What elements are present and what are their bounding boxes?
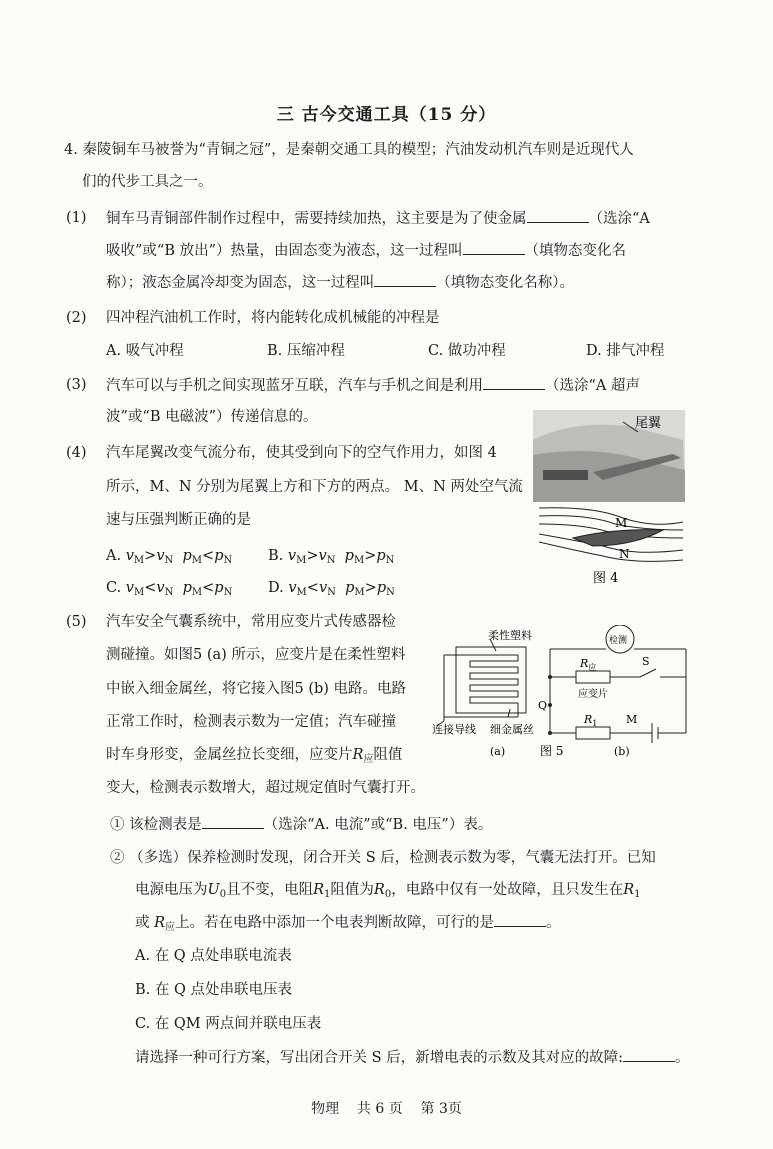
q4-p4-line1: 汽车尾翼改变气流分布，使其受到向下的空气作用力，如图 4	[106, 445, 497, 461]
q4-p4-number: (4)	[66, 445, 87, 461]
fig4-point-m: M	[615, 516, 628, 530]
fig5b-label: (b)	[614, 745, 630, 758]
fig5-strain-label: 应变片	[578, 689, 608, 700]
q4-p5-option-b[interactable]: B. 在 Q 点处串联电压表	[135, 982, 292, 998]
q4-p3-line2: 波”或“B 电磁波”）传递信息的。	[106, 409, 318, 425]
fig5-wire-label: 细金属丝	[490, 723, 534, 736]
fig5-caption: 图 5	[540, 744, 564, 758]
fig5a-label: (a)	[490, 745, 506, 758]
answer-blank-4[interactable]	[483, 375, 545, 390]
q4-p3-number: (3)	[66, 377, 87, 393]
q4-p5-sub2-line2: 电源电压为$U_0$且不变，电阻$R_1$阻值为$R_0$，电路中仅有一处故障，且只发生在$R_1$	[135, 882, 641, 900]
q4-p5-sub2-line3: 或 $R_应$上。若在电路中添加一个电表判断故障，可行的是 。	[135, 912, 561, 938]
fig5-r-ying: $R_应$	[580, 657, 597, 672]
q4-p4-option-d[interactable]: D. $v_M<v_N$ $p_M>p_N$	[268, 580, 395, 598]
fig4-caption: 图 4	[593, 571, 619, 586]
fig5-lead-label: 连接导线	[432, 723, 476, 736]
airflow-diagram	[539, 508, 683, 562]
q4-p5-line6: 变大，检测表示数增大，超过规定值时气囊打开。	[106, 780, 425, 796]
fig5-node-bottom	[548, 731, 552, 735]
q4-p5-sub1: ① 该检测表是 （选涂“A. 电流”或“B. 电压”）表。	[110, 814, 492, 835]
q4-p4-option-a[interactable]: A. $v_M>v_N$ $p_M<p_N$	[106, 548, 233, 566]
page-footer: 物理 共 6 页 第 3页	[311, 1101, 462, 1117]
q4-p4-line2: 所示，M、N 分别为尾翼上方和下方的两点。 M、N 两处空气流	[106, 479, 523, 495]
answer-blank-1[interactable]	[527, 208, 589, 223]
q4-p5-line5: 时车身形变，金属丝拉长变细，应变片$R_应$阻值	[106, 747, 403, 765]
section-title: 三 古今交通工具（15 分）	[276, 105, 497, 125]
q4-p2-option-c[interactable]: C. 做功冲程	[428, 343, 506, 359]
q4-p1-number: (1)	[66, 210, 87, 226]
fig5a-strain-gauge	[438, 639, 526, 725]
q4-p1-line3: 称）；液态金属冷却变为固态，这一过程叫 （填物态变化名称）。	[106, 272, 574, 293]
q4-intro-line1: 4. 秦陵铜车马被誉为“青铜之冠”，是秦朝交通工具的模型；汽油发动机汽车则是近现代人	[64, 142, 634, 158]
answer-blank-2[interactable]	[463, 240, 525, 255]
fig4-point-n: N	[619, 547, 630, 561]
q4-p4-option-b[interactable]: B. $v_M>v_N$ $p_M>p_N$	[268, 548, 395, 566]
q4-p5-last-line: 请选择一种可行方案，写出闭合开关 S 后，新增电表的示数及其对应的故障: 。	[135, 1047, 690, 1068]
answer-blank-7[interactable]	[623, 1047, 675, 1062]
fig5-node-top	[548, 675, 552, 679]
q4-p5-line1: 汽车安全气囊系统中，常用应变片式传感器检	[106, 614, 396, 630]
q4-p5-option-c[interactable]: C. 在 QM 两点间并联电压表	[135, 1016, 322, 1032]
answer-blank-5[interactable]	[202, 814, 264, 829]
q4-intro-line2: 们的代步工具之一。	[82, 174, 213, 190]
q4-p2-text: 四冲程汽油机工作时，将内能转化成机械能的冲程是	[106, 310, 440, 326]
q4-p4-line3: 速与压强判断正确的是	[106, 512, 251, 528]
q4-p1-line1: 铜车马青铜部件制作过程中，需要持续加热，这主要是为了使金属 （选涂“A	[106, 208, 650, 229]
q4-p3-line1: 汽车可以与手机之间实现蓝牙互联，汽车与手机之间是利用 （选涂“A 超声	[106, 375, 640, 396]
fig5b-circuit	[550, 649, 686, 743]
car-rear-photo	[533, 410, 685, 502]
fig5-detect-label: 检测	[609, 636, 628, 646]
fig5-r1: $R_1$	[584, 713, 598, 728]
answer-blank-3[interactable]	[374, 272, 436, 287]
figure-5	[430, 625, 692, 765]
q4-p5-line4: 正常工作时，检测表示数为一定值；汽车碰撞	[106, 714, 396, 730]
fig5-node-q	[548, 703, 552, 707]
fig5-switch-s: S	[642, 655, 650, 668]
q4-p5-option-a[interactable]: A. 在 Q 点处串联电流表	[135, 948, 292, 964]
q4-p5-number: (5)	[66, 614, 87, 630]
q4-p2-number: (2)	[66, 310, 87, 326]
fig5-flex-label: 柔性塑料	[488, 629, 532, 642]
q4-p2-option-d[interactable]: D. 排气冲程	[586, 343, 665, 359]
fig4-wing-label: 尾翼	[635, 416, 662, 431]
q4-p5-line3: 中嵌入细金属丝，将它接入图5 (b) 电路。电路	[106, 681, 407, 697]
q4-p5-line2: 测碰撞。如图5 (a) 所示，应变片是在柔性塑料	[106, 647, 406, 663]
fig5-point-m: M	[626, 713, 638, 726]
fig5-point-q: Q	[538, 699, 548, 712]
answer-blank-6[interactable]	[494, 912, 546, 927]
q4-p2-option-a[interactable]: A. 吸气冲程	[106, 343, 184, 359]
q4-p5-sub2-line1: ② （多选）保养检测时发现，闭合开关 S 后，检测表示数为零，气囊无法打开。已知	[110, 850, 656, 866]
q4-p1-line2: 吸收”或“B 放出”）热量，由固态变为液态，这一过程叫 （填物态变化名	[106, 240, 626, 261]
figure-4	[533, 410, 691, 588]
q4-p2-option-b[interactable]: B. 压缩冲程	[267, 343, 345, 359]
q4-p4-option-c[interactable]: C. $v_M<v_N$ $p_M<p_N$	[106, 580, 233, 598]
